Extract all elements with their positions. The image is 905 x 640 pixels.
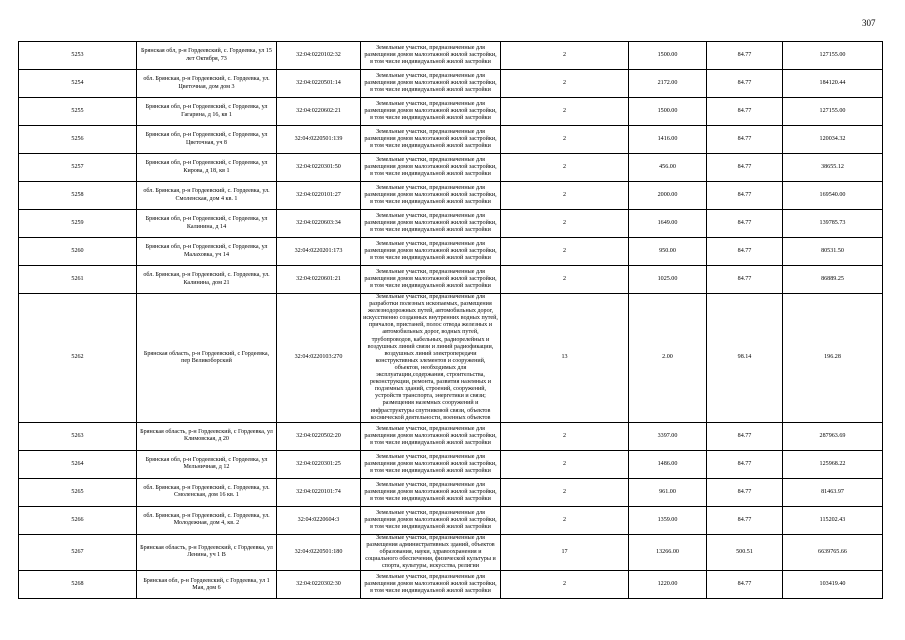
address-cell: обл. Брянская, р-н Гордеевский, с. Гордеевка, ул. Цветочная, дом дом 3 <box>137 70 277 98</box>
land-use-category-cell: Земельные участки, предназначенные для размещения домов малоэтажной жилой застройки, в том числе индивидуальной жилой застройки <box>361 98 501 126</box>
specific-value-cell: 84.77 <box>707 98 783 126</box>
specific-value-cell: 84.77 <box>707 42 783 70</box>
row-number: 5259 <box>19 210 137 238</box>
address-cell: Брянская обл, р-н Гордеевский, с Гордеевка, ул 1 Мая, дом 6 <box>137 571 277 599</box>
table-row <box>19 98 883 126</box>
land-use-category-cell: Земельные участки, предназначенные для размещения административных зданий, объектов образования, науки, здравоохранения и социального обеспечения, физической культуры и спорта, культуры, искусства, религии <box>361 534 501 570</box>
row-number: 5263 <box>19 422 137 450</box>
table-row <box>19 506 883 534</box>
address-cell: Брянская обл, р-н Гордеевский, с Гордеевка, ул Калинина, д 14 <box>137 210 277 238</box>
cadastral-value-cell: 38655.12 <box>783 154 883 182</box>
specific-value-cell: 84.77 <box>707 126 783 154</box>
land-use-category-cell: Земельные участки, предназначенные для размещения домов малоэтажной жилой застройки, в том числе индивидуальной жилой застройки <box>361 478 501 506</box>
land-use-category-cell: Земельные участки, предназначенные для размещения домов малоэтажной жилой застройки, в том числе индивидуальной жилой застройки <box>361 70 501 98</box>
cadastral-number-cell: 32:04:0220101:27 <box>277 182 361 210</box>
area-cell: 1500.00 <box>629 98 707 126</box>
cadastral-value-cell: 103419.40 <box>783 571 883 599</box>
cadastral-number-cell: 32:04:0220501:139 <box>277 126 361 154</box>
table-row <box>19 266 883 294</box>
row-number: 5264 <box>19 450 137 478</box>
specific-value-cell: 84.77 <box>707 506 783 534</box>
row-number: 5262 <box>19 294 137 423</box>
cadastral-number-cell: 32:04:0220101:74 <box>277 478 361 506</box>
cadastral-number-cell: 32:04:0220301:25 <box>277 450 361 478</box>
address-cell: Брянская область, р-н Гордеевский, с Гордеевка, ул Ленина, уч 1 В <box>137 534 277 570</box>
specific-value-cell: 84.77 <box>707 266 783 294</box>
table-row <box>19 294 883 423</box>
group-number-cell: 2 <box>501 98 629 126</box>
row-number: 5257 <box>19 154 137 182</box>
table-row <box>19 182 883 210</box>
row-number: 5254 <box>19 70 137 98</box>
specific-value-cell: 84.77 <box>707 182 783 210</box>
cadastral-number-cell: 32:04:0220501:180 <box>277 534 361 570</box>
address-cell: Брянская обл, р-н Гордеевский, с Гордеевка, ул Цветочная, уч 8 <box>137 126 277 154</box>
address-cell: обл. Брянская, р-н Гордеевский, с. Гордеевка, ул. Смоленская, дом 16 кв. 1 <box>137 478 277 506</box>
cadastral-value-cell: 125968.22 <box>783 450 883 478</box>
cadastral-value-cell: 184120.44 <box>783 70 883 98</box>
cadastral-value-cell: 81463.97 <box>783 478 883 506</box>
cadastral-value-cell: 115202.43 <box>783 506 883 534</box>
specific-value-cell: 98.14 <box>707 294 783 423</box>
cadastral-number-cell: 32:04:0220502:20 <box>277 422 361 450</box>
specific-value-cell: 500.51 <box>707 534 783 570</box>
group-number-cell: 2 <box>501 422 629 450</box>
cadastral-number-cell: 32:04:0220604:3 <box>277 506 361 534</box>
cadastral-value-cell: 127155.00 <box>783 98 883 126</box>
group-number-cell: 13 <box>501 294 629 423</box>
cadastral-value-cell: 120034.32 <box>783 126 883 154</box>
group-number-cell: 17 <box>501 534 629 570</box>
cadastral-value-cell: 6639765.66 <box>783 534 883 570</box>
specific-value-cell: 84.77 <box>707 571 783 599</box>
table-row <box>19 42 883 70</box>
table-row <box>19 534 883 570</box>
row-number: 5267 <box>19 534 137 570</box>
land-use-category-cell: Земельные участки, предназначенные для разработки полезных ископаемых, размещения железнодорожных путей, автомобильных дорог, искусственно созданных внутренних водных путей, причалов, пристаней, полос отвода железных и автомобильных дорог, водных путей, трубопроводов, кабельных, радиорелейных и воздушных линий связи и линий радиофикации, воздушных линий электропередачи конструктивных элементов и сооружений, объектов, необходимых для эксплуатации,содержания, строительства, реконструкции, ремонта, развития наземных и подземных зданий, строений, сооружений, устройств транспорта, энергетики и связи; размещения наземных сооружений и инфраструктуры спутниковой связи, объектов космической деятельности, военных объектов <box>361 294 501 423</box>
land-use-category-cell: Земельные участки, предназначенные для размещения домов малоэтажной жилой застройки, в том числе индивидуальной жилой застройки <box>361 422 501 450</box>
group-number-cell: 2 <box>501 70 629 98</box>
land-use-category-cell: Земельные участки, предназначенные для размещения домов малоэтажной жилой застройки, в том числе индивидуальной жилой застройки <box>361 506 501 534</box>
area-cell: 950.00 <box>629 238 707 266</box>
row-number: 5260 <box>19 238 137 266</box>
area-cell: 961.00 <box>629 478 707 506</box>
area-cell: 2.00 <box>629 294 707 423</box>
area-cell: 456.00 <box>629 154 707 182</box>
specific-value-cell: 84.77 <box>707 70 783 98</box>
area-cell: 2172.00 <box>629 70 707 98</box>
cadastral-value-cell: 169540.00 <box>783 182 883 210</box>
address-cell: Брянская обл, р-н Гордеевский, с Гордеевка, ул Малаховка, уч 14 <box>137 238 277 266</box>
page-number: 307 <box>862 18 876 28</box>
cadastral-value-cell: 80531.50 <box>783 238 883 266</box>
area-cell: 1649.00 <box>629 210 707 238</box>
land-use-category-cell: Земельные участки, предназначенные для размещения домов малоэтажной жилой застройки, в том числе индивидуальной жилой застройки <box>361 210 501 238</box>
area-cell: 3397.00 <box>629 422 707 450</box>
group-number-cell: 2 <box>501 182 629 210</box>
address-cell: Брянская обл, р-н Гордеевский, с. Гордеевка, ул 15 лет Октября, 73 <box>137 42 277 70</box>
cadastral-value-cell: 196.28 <box>783 294 883 423</box>
specific-value-cell: 84.77 <box>707 238 783 266</box>
row-number: 5265 <box>19 478 137 506</box>
address-cell: Брянская область, р-н Гордеевский, с Гордеевка, пер Великоборский <box>137 294 277 423</box>
cadastral-number-cell: 32:04:0220601:21 <box>277 266 361 294</box>
group-number-cell: 2 <box>501 238 629 266</box>
land-use-category-cell: Земельные участки, предназначенные для размещения домов малоэтажной жилой застройки, в том числе индивидуальной жилой застройки <box>361 266 501 294</box>
address-cell: Брянская обл, р-н Гордеевский, с Гордеевка, ул Гагарина, д 16, кв 1 <box>137 98 277 126</box>
cadastral-value-cell: 127155.00 <box>783 42 883 70</box>
area-cell: 1416.00 <box>629 126 707 154</box>
group-number-cell: 2 <box>501 478 629 506</box>
group-number-cell: 2 <box>501 506 629 534</box>
area-cell: 1486.00 <box>629 450 707 478</box>
group-number-cell: 2 <box>501 450 629 478</box>
row-number: 5258 <box>19 182 137 210</box>
row-number: 5268 <box>19 571 137 599</box>
cadastral-number-cell: 32:04:0220102:32 <box>277 42 361 70</box>
cadastral-number-cell: 32:04:0220301:50 <box>277 154 361 182</box>
table-row <box>19 478 883 506</box>
cadastral-value-cell: 139785.73 <box>783 210 883 238</box>
specific-value-cell: 84.77 <box>707 154 783 182</box>
land-use-category-cell: Земельные участки, предназначенные для размещения домов малоэтажной жилой застройки, в том числе индивидуальной жилой застройки <box>361 42 501 70</box>
area-cell: 1220.00 <box>629 571 707 599</box>
table-row <box>19 154 883 182</box>
group-number-cell: 2 <box>501 210 629 238</box>
table-row <box>19 210 883 238</box>
area-cell: 1500.00 <box>629 42 707 70</box>
address-cell: обл. Брянская, р-н Гордеевский, с. Гордеевка, ул. Молодежная, дом 4, кв. 2 <box>137 506 277 534</box>
land-use-category-cell: Земельные участки, предназначенные для размещения домов малоэтажной жилой застройки, в том числе индивидуальной жилой застройки <box>361 238 501 266</box>
table-row <box>19 571 883 599</box>
cadastral-number-cell: 32:04:0220602:21 <box>277 98 361 126</box>
area-cell: 1359.00 <box>629 506 707 534</box>
row-number: 5261 <box>19 266 137 294</box>
area-cell: 1025.00 <box>629 266 707 294</box>
cadastral-number-cell: 32:04:0220201:173 <box>277 238 361 266</box>
address-cell: обл. Брянская, р-н Гордеевский, с. Гордеевка, ул. Смоленская, дом 4 кв. 1 <box>137 182 277 210</box>
group-number-cell: 2 <box>501 571 629 599</box>
table-row <box>19 70 883 98</box>
area-cell: 2000.00 <box>629 182 707 210</box>
cadastral-value-table <box>18 41 883 599</box>
land-use-category-cell: Земельные участки, предназначенные для размещения домов малоэтажной жилой застройки, в том числе индивидуальной жилой застройки <box>361 154 501 182</box>
land-use-category-cell: Земельные участки, предназначенные для размещения домов малоэтажной жилой застройки, в том числе индивидуальной жилой застройки <box>361 571 501 599</box>
group-number-cell: 2 <box>501 266 629 294</box>
row-number: 5266 <box>19 506 137 534</box>
land-use-category-cell: Земельные участки, предназначенные для размещения домов малоэтажной жилой застройки, в том числе индивидуальной жилой застройки <box>361 182 501 210</box>
group-number-cell: 2 <box>501 154 629 182</box>
table-row <box>19 238 883 266</box>
specific-value-cell: 84.77 <box>707 210 783 238</box>
cadastral-number-cell: 32:04:0220302:30 <box>277 571 361 599</box>
table-row <box>19 126 883 154</box>
specific-value-cell: 84.77 <box>707 450 783 478</box>
row-number: 5255 <box>19 98 137 126</box>
group-number-cell: 2 <box>501 42 629 70</box>
area-cell: 13266.00 <box>629 534 707 570</box>
table-row <box>19 422 883 450</box>
cadastral-value-cell: 86889.25 <box>783 266 883 294</box>
specific-value-cell: 84.77 <box>707 478 783 506</box>
cadastral-number-cell: 32:04:0220501:14 <box>277 70 361 98</box>
land-use-category-cell: Земельные участки, предназначенные для размещения домов малоэтажной жилой застройки, в том числе индивидуальной жилой застройки <box>361 450 501 478</box>
table-row <box>19 450 883 478</box>
address-cell: Брянская обл, р-н Гордеевский, с Гордеевка, ул Мельничная, д 12 <box>137 450 277 478</box>
cadastral-value-cell: 287963.69 <box>783 422 883 450</box>
cadastral-number-cell: 32:04:0220103:270 <box>277 294 361 423</box>
land-use-category-cell: Земельные участки, предназначенные для размещения домов малоэтажной жилой застройки, в том числе индивидуальной жилой застройки <box>361 126 501 154</box>
row-number: 5256 <box>19 126 137 154</box>
group-number-cell: 2 <box>501 126 629 154</box>
row-number: 5253 <box>19 42 137 70</box>
address-cell: Брянская обл, р-н Гордеевский, с Гордеевка, ул Кирова, д 18, кв 1 <box>137 154 277 182</box>
address-cell: Брянская область, р-н Гордеевский, с Гордеевка, ул Климовская, д 20 <box>137 422 277 450</box>
cadastral-number-cell: 32:04:0220603:34 <box>277 210 361 238</box>
specific-value-cell: 84.77 <box>707 422 783 450</box>
address-cell: обл. Брянская, р-н Гордеевский, с. Гордеевка, ул. Калинина, дом 21 <box>137 266 277 294</box>
